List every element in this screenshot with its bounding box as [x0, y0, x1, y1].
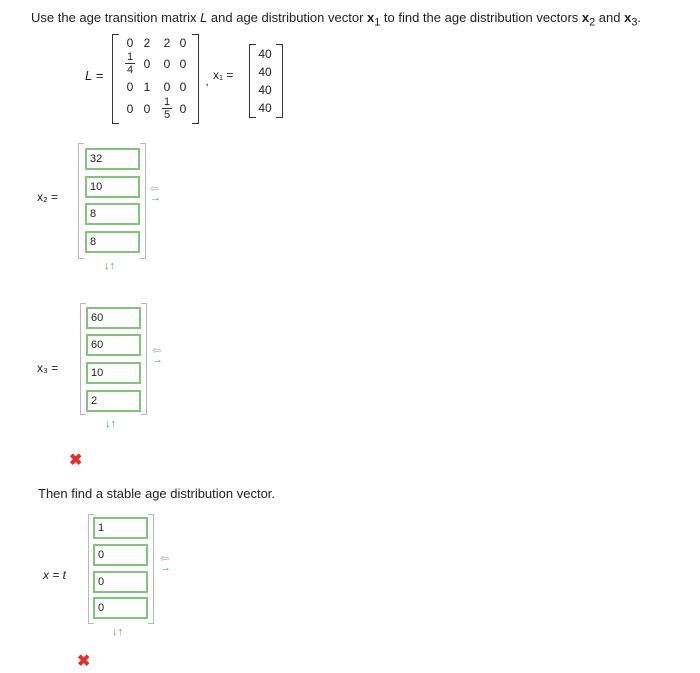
x3-right-bracket [141, 303, 147, 415]
prompt-x3-sub: 3 [631, 16, 638, 29]
stable-right-bracket [148, 514, 154, 624]
prompt-text-e: . [637, 10, 641, 25]
matrix-cell: 0 [143, 102, 151, 116]
x1-label: x₁ = [213, 68, 234, 82]
x1-right-bracket [276, 44, 283, 118]
arrow-left-icon[interactable]: ⇦ [152, 345, 162, 357]
prompt-text-b: and age distribution vector [207, 10, 368, 25]
arrow-up-icon[interactable]: ↑ [117, 626, 123, 638]
prompt-text-d: and [595, 10, 625, 25]
incorrect-icon: ✖ [77, 653, 91, 670]
matrix-cell: 0 [143, 57, 151, 71]
x1-value: 40 [258, 101, 272, 115]
x2-input-2[interactable]: 10 [85, 176, 140, 198]
x3-input-2[interactable]: 60 [86, 334, 141, 356]
stable-vector-label: x = t [43, 568, 67, 582]
prompt-text-c: to find the age distribution vectors [380, 10, 582, 25]
x2-input-3[interactable]: 8 [85, 203, 140, 225]
matrix-left-bracket [112, 34, 119, 124]
fraction-denominator: 5 [163, 109, 171, 121]
arrow-right-icon[interactable]: → [160, 562, 171, 574]
x3-input-4[interactable]: 2 [86, 390, 141, 412]
question-prompt [31, 10, 641, 29]
prompt-x1-sub: 1 [374, 16, 381, 29]
matrix-cell: 0 [163, 57, 171, 71]
matrix-fraction [161, 96, 173, 121]
arrow-left-icon[interactable]: ⇦ [150, 183, 160, 195]
fraction-numerator: 1 [163, 96, 171, 108]
matrix-right-bracket [192, 34, 199, 124]
matrix-cell: 2 [163, 36, 171, 50]
matrix-cell: 0 [179, 80, 187, 94]
x3-resize-vertical[interactable] [105, 418, 116, 430]
x2-label: x₂ = [37, 190, 58, 204]
x2-input-1[interactable]: 32 [85, 148, 140, 170]
prompt-x2-sub: 2 [589, 16, 596, 29]
prompt-text-a: Use the age transition matrix [31, 10, 201, 25]
stable-input-2[interactable]: 0 [93, 544, 148, 566]
x3-resize-horizontal[interactable] [152, 347, 168, 365]
fraction-denominator: 4 [126, 64, 134, 76]
matrix-cell: 0 [126, 36, 134, 50]
fraction-numerator: 1 [126, 51, 134, 63]
matrix-cell: 0 [179, 102, 187, 116]
x1-value: 40 [258, 65, 272, 79]
x1-value: 40 [258, 83, 272, 97]
x1-value: 40 [258, 47, 272, 61]
matrix-cell: 0 [179, 36, 187, 50]
arrow-right-icon[interactable]: → [152, 354, 163, 366]
stable-input-4[interactable]: 0 [93, 597, 148, 619]
matrix-cell: 0 [126, 102, 134, 116]
x2-resize-vertical[interactable] [104, 260, 115, 272]
prompt-x1: x [367, 10, 375, 25]
x2-left-bracket [78, 143, 84, 259]
arrow-up-icon[interactable]: ↑ [109, 260, 115, 272]
matrix-cell: 2 [143, 36, 151, 50]
x3-input-1[interactable]: 60 [86, 307, 141, 329]
arrow-right-icon[interactable]: → [150, 192, 161, 204]
prompt-L: L [200, 10, 208, 25]
stable-input-1[interactable]: 1 [93, 517, 148, 539]
matrix-cell: 0 [179, 57, 187, 71]
x2-right-bracket [140, 143, 146, 259]
comma: , [205, 74, 209, 88]
arrow-left-icon[interactable]: ⇦ [160, 553, 170, 565]
arrow-down-icon[interactable]: ↓ [112, 626, 118, 638]
stable-input-3[interactable]: 0 [93, 571, 148, 593]
matrix-cell: 0 [126, 80, 134, 94]
stable-resize-vertical[interactable] [112, 626, 123, 638]
matrix-fraction [124, 51, 136, 76]
x2-resize-horizontal[interactable] [150, 185, 166, 203]
arrow-up-icon[interactable]: ↑ [110, 418, 116, 430]
arrow-down-icon[interactable]: ↓ [105, 418, 111, 430]
matrix-cell: 1 [143, 80, 151, 94]
followup-prompt: Then find a stable age distribution vector. [38, 486, 276, 501]
prompt-x2: x [581, 10, 590, 25]
matrix-cell: 0 [163, 80, 171, 94]
x2-input-4[interactable]: 8 [85, 231, 140, 253]
stable-resize-horizontal[interactable] [160, 555, 176, 573]
matrix-L-label: L = [85, 68, 104, 83]
prompt-x3: x [624, 10, 632, 25]
x3-label: x₃ = [37, 361, 59, 375]
incorrect-icon: ✖ [69, 452, 83, 469]
x3-input-3[interactable]: 10 [86, 362, 141, 384]
arrow-down-icon[interactable]: ↓ [104, 260, 110, 272]
